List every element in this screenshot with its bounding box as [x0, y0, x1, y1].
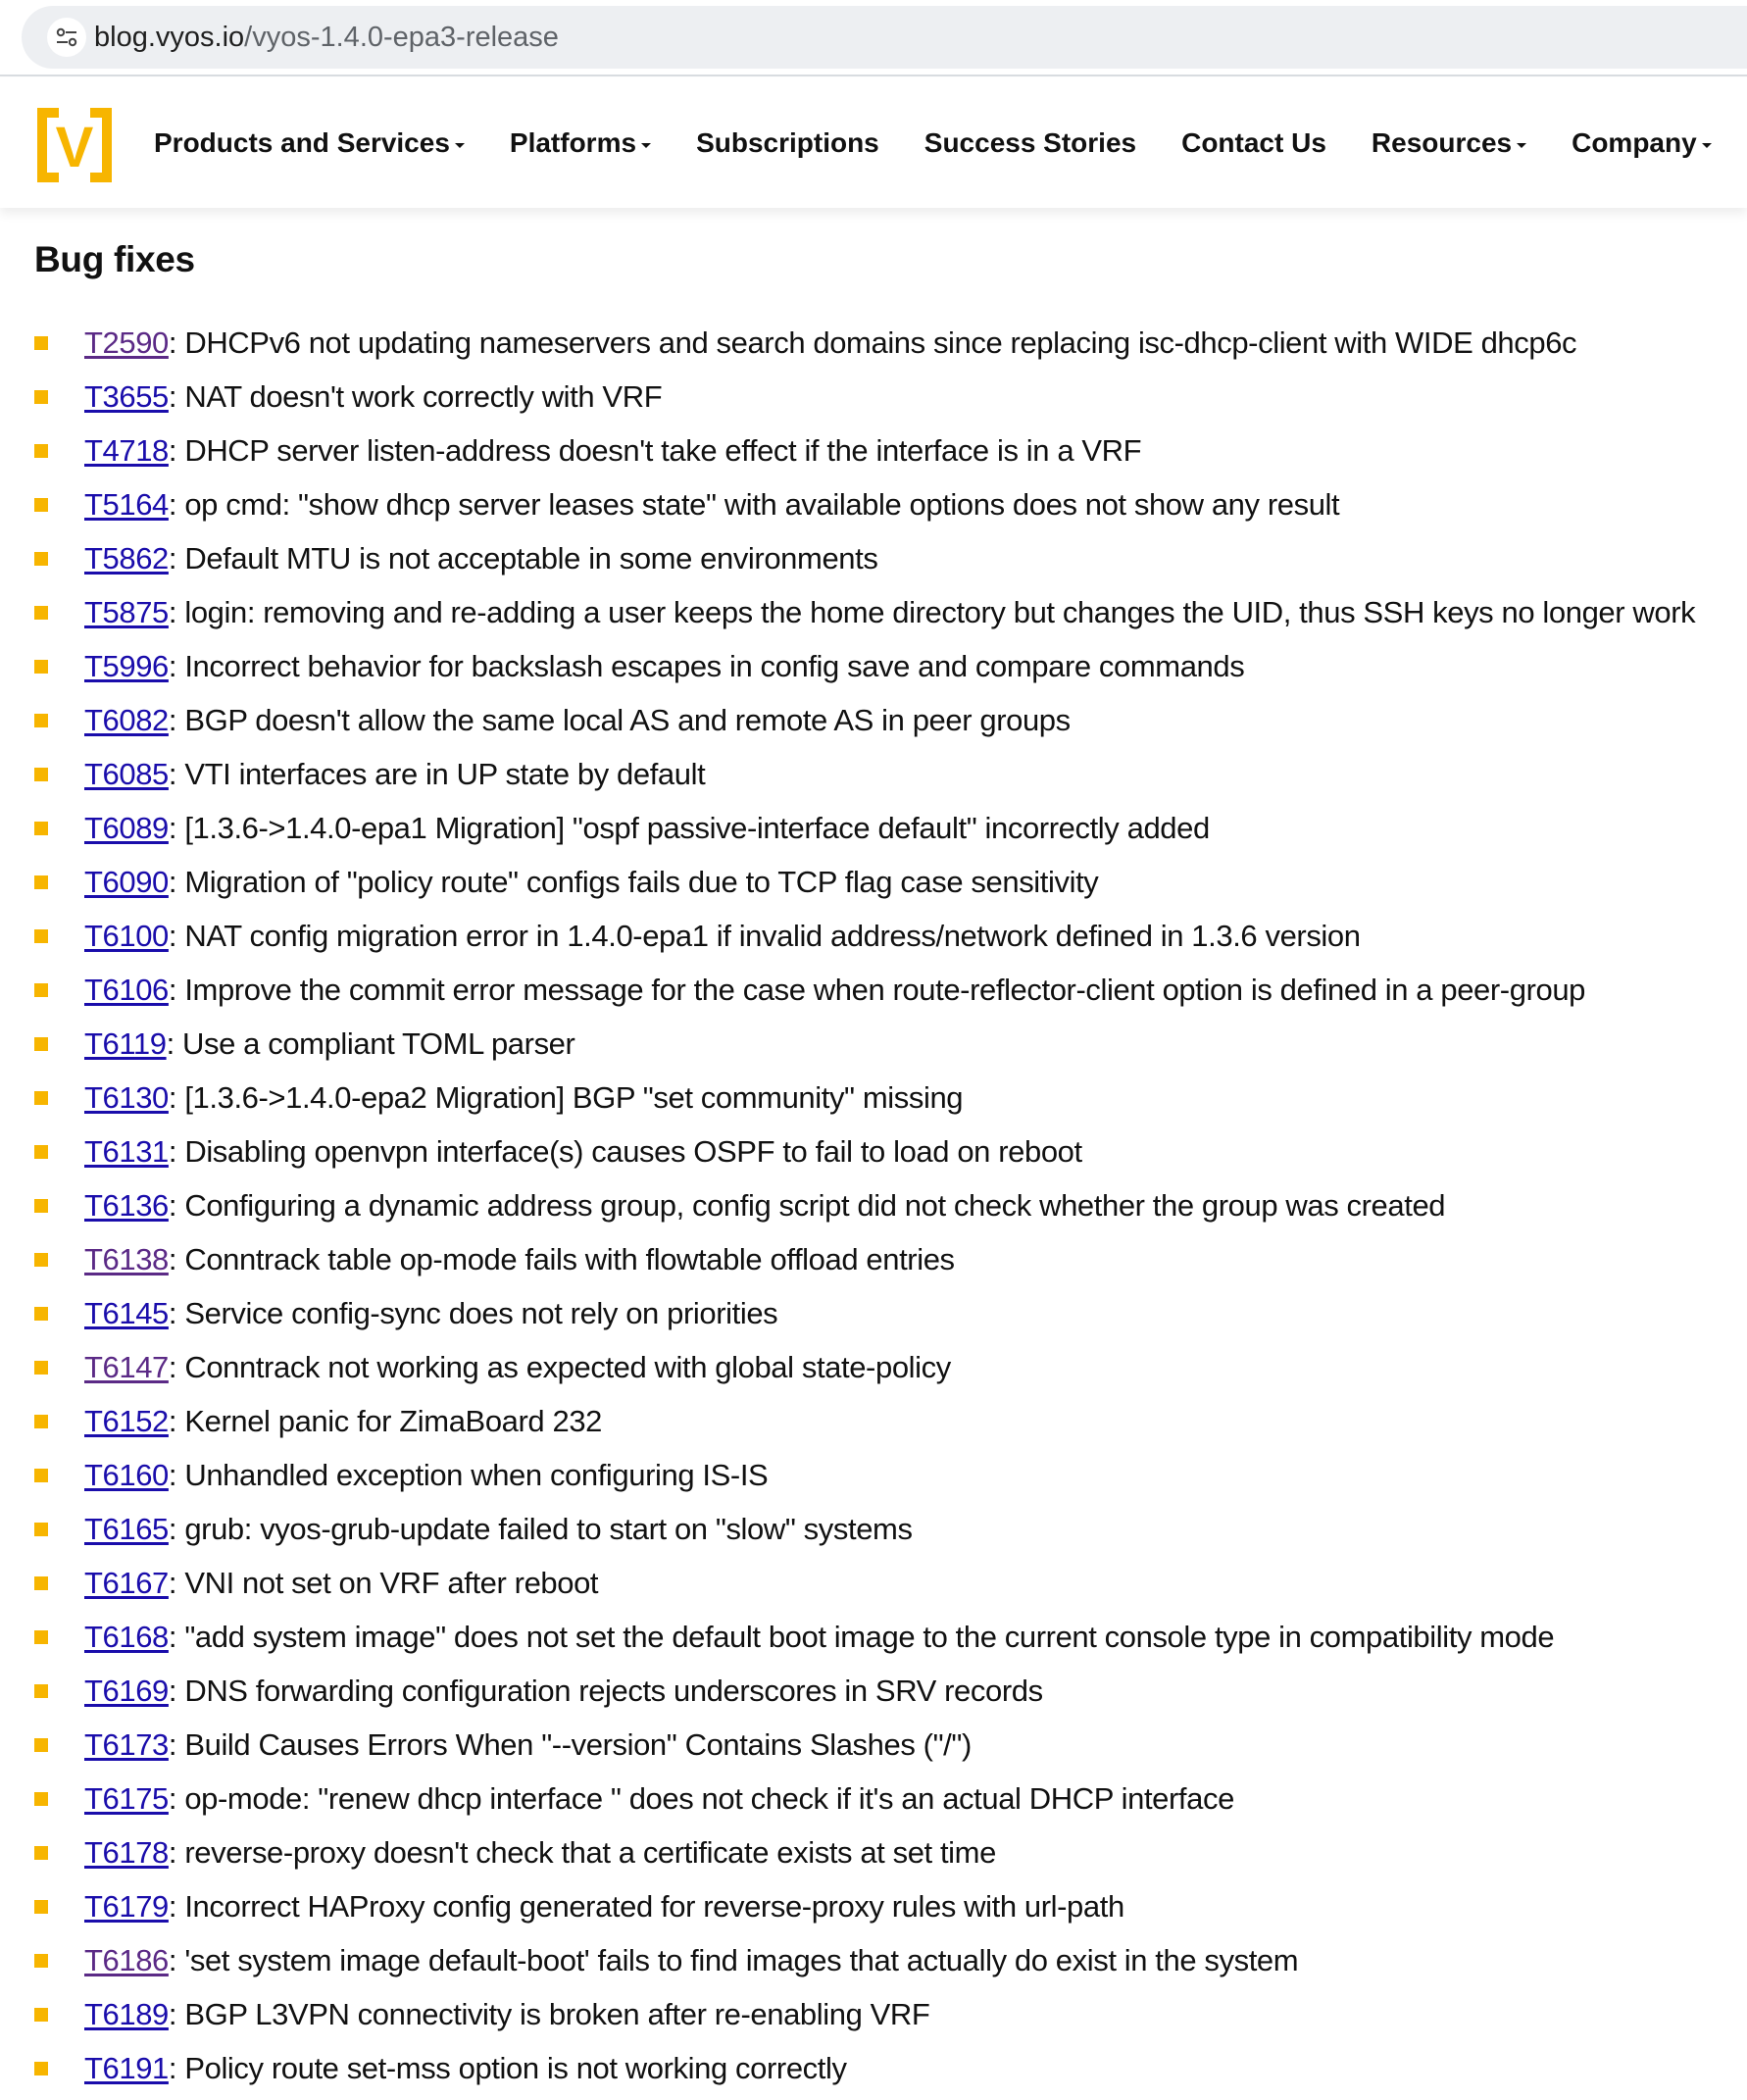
- ticket-link[interactable]: T6175: [84, 1780, 169, 1816]
- list-item: [34, 1610, 1747, 1664]
- ticket-link[interactable]: T5996: [84, 648, 169, 683]
- nav-success-stories[interactable]: [924, 127, 1136, 159]
- ticket-link[interactable]: T5164: [84, 486, 169, 522]
- list-item: [34, 1394, 1747, 1448]
- bullet-icon: [34, 1684, 48, 1698]
- bullet-icon: [34, 1199, 48, 1213]
- bullet-icon: [34, 714, 48, 727]
- bug-description: : op cmd: "show dhcp server leases state" with available options does not show any result: [168, 486, 1340, 522]
- list-item: [34, 1125, 1747, 1178]
- list-item: [34, 1286, 1747, 1340]
- list-item: [34, 1340, 1747, 1394]
- list-item: [34, 1825, 1747, 1879]
- list-item: [34, 1772, 1747, 1825]
- bug-description: : Configuring a dynamic address group, config script did not check whether the group was created: [168, 1187, 1446, 1223]
- chevron-down-icon: [455, 143, 465, 148]
- ticket-link[interactable]: T6090: [84, 864, 169, 899]
- ticket-link[interactable]: T6119: [84, 1025, 167, 1061]
- ticket-link[interactable]: T6145: [84, 1295, 169, 1330]
- bug-description: : BGP doesn't allow the same local AS and remote AS in peer groups: [168, 702, 1071, 737]
- ticket-link[interactable]: T6189: [84, 1996, 169, 2031]
- ticket-link[interactable]: T6191: [84, 2050, 169, 2085]
- ticket-link[interactable]: T6131: [84, 1133, 169, 1169]
- list-item: [34, 1718, 1747, 1772]
- list-item: [34, 2041, 1747, 2095]
- bug-description: : Use a compliant TOML parser: [166, 1025, 575, 1061]
- list-item: [34, 1448, 1747, 1502]
- bug-description: : Default MTU is not acceptable in some environments: [168, 540, 878, 575]
- ticket-link[interactable]: T6082: [84, 702, 169, 737]
- bug-description: : NAT doesn't work correctly with VRF: [168, 378, 663, 414]
- bug-description: : grub: vyos-grub-update failed to start on "slow" systems: [168, 1511, 913, 1546]
- list-item: [34, 1987, 1747, 2041]
- bullet-icon: [34, 1900, 48, 1914]
- ticket-link[interactable]: T2590: [84, 325, 169, 360]
- nav-label: Platforms: [509, 127, 637, 158]
- nav-label: Subscriptions: [696, 127, 879, 158]
- browser-toolbar: [0, 0, 1747, 76]
- list-item: [34, 909, 1747, 963]
- bug-description: : Conntrack table op-mode fails with flowtable offload entries: [168, 1241, 955, 1276]
- list-item: [34, 477, 1747, 531]
- bullet-icon: [34, 1792, 48, 1806]
- bullet-icon: [34, 875, 48, 889]
- list-item: [34, 639, 1747, 693]
- bullet-icon: [34, 660, 48, 674]
- vyos-logo[interactable]: [33, 104, 116, 186]
- nav-resources[interactable]: [1372, 127, 1526, 159]
- list-item: [34, 747, 1747, 801]
- bullet-icon: [34, 1037, 48, 1051]
- chevron-down-icon: [1702, 143, 1712, 148]
- bullet-icon: [34, 1954, 48, 1968]
- bullet-icon: [34, 1307, 48, 1321]
- bug-description: : Conntrack not working as expected with global state-policy: [168, 1349, 951, 1384]
- url-path: /vyos-1.4.0-epa3-release: [244, 22, 559, 53]
- ticket-link[interactable]: T6089: [84, 810, 169, 845]
- ticket-link[interactable]: T6169: [84, 1673, 169, 1708]
- bug-description: : Kernel panic for ZimaBoard 232: [168, 1403, 603, 1438]
- list-item: [34, 1232, 1747, 1286]
- list-item: [34, 1178, 1747, 1232]
- bug-description: : Migration of "policy route" configs fails due to TCP flag case sensitivity: [168, 864, 1099, 899]
- bug-description: : 'set system image default-boot' fails to find images that actually do exist in the system: [168, 1942, 1299, 1977]
- bullet-icon: [34, 336, 48, 350]
- list-item: [34, 1664, 1747, 1718]
- list-item: [34, 370, 1747, 424]
- nav-company[interactable]: [1572, 127, 1712, 159]
- list-item: [34, 693, 1747, 747]
- list-item: [34, 855, 1747, 909]
- ticket-link[interactable]: T3655: [84, 378, 169, 414]
- bullet-icon: [34, 1091, 48, 1105]
- ticket-link[interactable]: T6165: [84, 1511, 169, 1546]
- ticket-link[interactable]: T6138: [84, 1241, 169, 1276]
- nav-label: Contact Us: [1181, 127, 1326, 158]
- ticket-link[interactable]: T6167: [84, 1565, 169, 1600]
- bug-description: : "add system image" does not set the default boot image to the current console type in compatibility mode: [168, 1619, 1555, 1654]
- bug-description: : Service config-sync does not rely on priorities: [168, 1295, 778, 1330]
- bug-description: : DNS forwarding configuration rejects underscores in SRV records: [168, 1673, 1043, 1708]
- bullet-icon: [34, 1415, 48, 1428]
- logo-letter: V: [55, 116, 94, 179]
- list-item: [34, 1502, 1747, 1556]
- main-nav: [154, 78, 1747, 208]
- ticket-link[interactable]: T4718: [84, 432, 169, 468]
- address-bar[interactable]: [22, 6, 1747, 69]
- bullet-icon: [34, 1523, 48, 1536]
- bug-description: : BGP L3VPN connectivity is broken after re-enabling VRF: [168, 1996, 930, 2031]
- nav-label: Success Stories: [923, 127, 1137, 158]
- list-item: [34, 1071, 1747, 1125]
- bug-description: : Disabling openvpn interface(s) causes OSPF to fail to load on reboot: [168, 1133, 1082, 1169]
- bug-description: : VNI not set on VRF after reboot: [168, 1565, 599, 1600]
- bug-description: : DHCP server listen-address doesn't take effect if the interface is in a VRF: [168, 432, 1142, 468]
- ticket-link[interactable]: T6147: [84, 1349, 169, 1384]
- site-header: [0, 78, 1747, 208]
- tune-icon[interactable]: [47, 18, 86, 57]
- nav-label: Products and Services: [154, 127, 450, 158]
- bullet-icon: [34, 1361, 48, 1375]
- bug-description: : Policy route set-mss option is not working correctly: [168, 2050, 847, 2085]
- nav-platforms[interactable]: [510, 127, 651, 159]
- bullet-icon: [34, 1576, 48, 1590]
- bullet-icon: [34, 983, 48, 997]
- bullet-icon: [34, 1630, 48, 1644]
- bug-description: : login: removing and re-adding a user keeps the home directory but changes the UID, thus SSH keys no longer work: [168, 594, 1696, 629]
- bug-description: : reverse-proxy doesn't check that a certificate exists at set time: [168, 1834, 996, 1870]
- section-heading: Bug fixes: [34, 239, 195, 279]
- bullet-icon: [34, 1469, 48, 1482]
- nav-label: Resources: [1371, 127, 1513, 158]
- ticket-link[interactable]: T6178: [84, 1834, 169, 1870]
- nav-contact-us[interactable]: [1181, 127, 1326, 159]
- ticket-link[interactable]: T6186: [84, 1942, 169, 1977]
- ticket-link[interactable]: T6179: [84, 1888, 169, 1924]
- chevron-down-icon: [1517, 143, 1526, 148]
- ticket-link[interactable]: T5875: [84, 594, 169, 629]
- bullet-icon: [34, 1253, 48, 1267]
- ticket-link[interactable]: T6152: [84, 1403, 169, 1438]
- bug-description: : DHCPv6 not updating nameservers and search domains since replacing isc-dhcp-client with WIDE dhcp6c: [168, 325, 1577, 360]
- bug-description: : Incorrect behavior for backslash escapes in config save and compare commands: [168, 648, 1245, 683]
- bullet-icon: [34, 606, 48, 620]
- bullet-icon: [34, 498, 48, 512]
- list-item: [34, 1556, 1747, 1610]
- nav-products-and-services[interactable]: [154, 127, 465, 159]
- bug-description: : [1.3.6->1.4.0-epa1 Migration] "ospf passive-interface default" incorrectly added: [168, 810, 1210, 845]
- bug-description: : Improve the commit error message for the case when route-reflector-client option is defined in a peer-group: [168, 972, 1586, 1007]
- ticket-link[interactable]: T6168: [84, 1619, 169, 1654]
- bug-description: : op-mode: "renew dhcp interface " does not check if it's an actual DHCP interface: [168, 1780, 1234, 1816]
- bullet-icon: [34, 2062, 48, 2075]
- ticket-link[interactable]: T6100: [84, 918, 169, 953]
- bug-description: : Incorrect HAProxy config generated for reverse-proxy rules with url-path: [168, 1888, 1124, 1924]
- list-item: [34, 531, 1747, 585]
- list-item: [34, 1879, 1747, 1933]
- bullet-icon: [34, 929, 48, 943]
- bullet-icon: [34, 2008, 48, 2022]
- ticket-link[interactable]: T5862: [84, 540, 169, 575]
- ticket-link[interactable]: T6173: [84, 1726, 169, 1762]
- url-host: blog.vyos.io: [94, 22, 245, 53]
- bullet-icon: [34, 768, 48, 781]
- list-item: [34, 424, 1747, 477]
- bullet-icon: [34, 390, 48, 404]
- bullet-icon: [34, 822, 48, 835]
- list-item: [34, 585, 1747, 639]
- bullet-icon: [34, 1738, 48, 1752]
- ticket-link[interactable]: T6130: [84, 1079, 169, 1115]
- url-text[interactable]: [94, 20, 559, 55]
- list-item: [34, 316, 1747, 370]
- list-item: [34, 963, 1747, 1017]
- chevron-down-icon: [641, 143, 651, 148]
- bug-description: : VTI interfaces are in UP state by default: [168, 756, 706, 791]
- bug-description: : Unhandled exception when configuring IS-IS: [168, 1457, 769, 1492]
- list-item: [34, 801, 1747, 855]
- bullet-icon: [34, 1145, 48, 1159]
- ticket-link[interactable]: T6106: [84, 972, 169, 1007]
- bullet-icon: [34, 444, 48, 458]
- bullet-icon: [34, 552, 48, 566]
- ticket-link[interactable]: T6085: [84, 756, 169, 791]
- bug-description: : [1.3.6->1.4.0-epa2 Migration] BGP "set community" missing: [168, 1079, 964, 1115]
- bug-list: [34, 316, 1747, 2095]
- bug-description: : Build Causes Errors When "--version" Contains Slashes ("/"): [168, 1726, 972, 1762]
- ticket-link[interactable]: T6160: [84, 1457, 169, 1492]
- list-item: [34, 1933, 1747, 1987]
- bug-description: : NAT config migration error in 1.4.0-epa1 if invalid address/network defined in 1.3.6 version: [168, 918, 1361, 953]
- ticket-link[interactable]: T6136: [84, 1187, 169, 1223]
- nav-subscriptions[interactable]: [696, 127, 879, 159]
- nav-label: Company: [1572, 127, 1697, 158]
- list-item: [34, 1017, 1747, 1071]
- bullet-icon: [34, 1846, 48, 1860]
